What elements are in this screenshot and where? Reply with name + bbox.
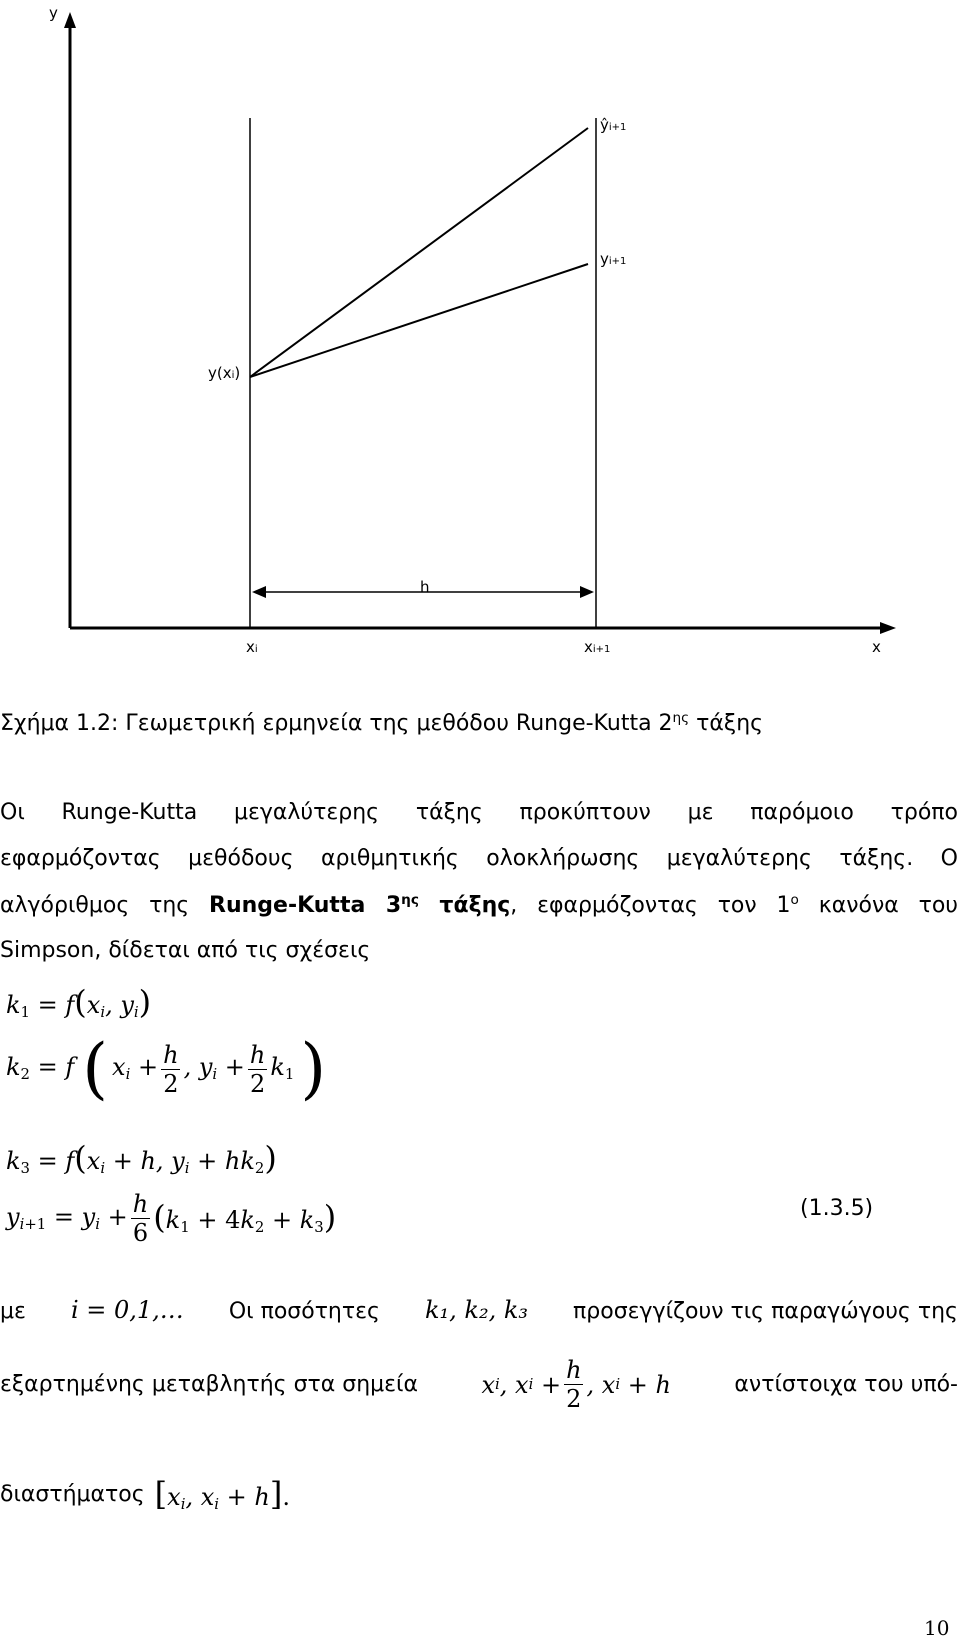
closing-line-1 <box>0 1298 958 1323</box>
yhat-next-label <box>600 116 626 134</box>
xi-text: x <box>246 638 255 656</box>
closing-line-2 <box>0 1358 958 1411</box>
h-label: h <box>420 578 430 596</box>
equation-k3: $k_3 = f(x_i + h$, $y_i + hk_2$) <box>6 1139 277 1178</box>
closing-line-3 <box>0 1475 290 1514</box>
closing-line2-a: εξαρτημένης μεταβλητής στα σημεία <box>0 1371 418 1397</box>
quantities-k: k₁, k₂, k₃ <box>424 1296 528 1324</box>
points-expression: x i , x i + $\frac{h}{2}$ , x i + h <box>481 1356 671 1413</box>
paragraph-line-3 <box>0 894 958 917</box>
paragraph-line-2: εφαρμόζοντας μεθόδους αριθμητικής ολοκλήρωσης μεγαλύτερης τάξης. Ο <box>0 846 958 871</box>
xi-sub: i <box>254 644 258 655</box>
y-next-sub: i+1 <box>608 256 627 267</box>
interval-expression: [$x_i$, $x_i + h$]. <box>154 1475 290 1514</box>
paragraph-line-4: Simpson, δίδεται από τις σχέσεις <box>0 938 371 963</box>
equation-k2: $k_2 = f$ ( $x_i$ + $\frac{h}{2}$ , $y_i$ + $\frac{h}{2}$ $k_1$ ) <box>6 1030 327 1107</box>
closing-text-1: Οι ποσότητες <box>228 1299 380 1324</box>
line3-a: αλγόριθμος της <box>0 893 210 919</box>
xi1-text: x <box>584 638 593 656</box>
xi1-label <box>584 638 610 656</box>
y-next-label <box>600 250 626 268</box>
yhat-slope-line <box>250 128 588 377</box>
equation-y-next: $y_{i+1} = y_i$ + $\frac{h}{6}$ $(k_1 + 4k_2 + k_3)$ <box>6 1190 337 1247</box>
page-number: 10 <box>924 1616 950 1640</box>
runge-kutta-figure <box>0 0 960 680</box>
h-arrow-right <box>580 586 594 598</box>
closing-line2-b: αντίστοιχα του υπό- <box>734 1371 958 1397</box>
y-xi-sub: i <box>231 370 235 381</box>
closing-text-2: προσεγγίζουν τις παραγώγους της <box>573 1299 958 1324</box>
x-axis-label: x <box>872 638 881 656</box>
xi-label <box>246 638 258 656</box>
closing-line3-a: διαστήματος <box>0 1482 145 1508</box>
y-xi-text: y(x <box>208 364 232 382</box>
line3-bold: Runge-Kutta $3^{\eta\varsigma}$ τάξης <box>209 892 511 919</box>
index-sequence: i = 0,1,… <box>70 1296 184 1324</box>
y-next-slope-line <box>250 264 588 377</box>
y-xi-close: ) <box>234 364 241 382</box>
figure-caption <box>0 712 763 735</box>
y-next-text: y <box>600 250 609 268</box>
h-arrow-left <box>252 586 266 598</box>
y-xi-point-label <box>208 364 240 382</box>
xi1-sub: i+1 <box>592 644 611 655</box>
y-axis-label: y <box>49 4 58 22</box>
line3-b: , εφαρμόζοντας τον 1 <box>510 893 791 919</box>
yhat-sub: i+1 <box>608 122 627 133</box>
caption-suffix: τάξης <box>689 711 764 737</box>
equation-k1: $k_1 = f(x_i$, $y_i$) <box>6 983 152 1022</box>
caption-prefix: Σχήμα 1.2: Γεωμετρική ερμηνεία της μεθόδου Runge-Kutta 2 <box>0 711 673 737</box>
line3-c: κανόνα του <box>798 893 959 919</box>
line3-sup: ο <box>790 892 799 908</box>
y-axis-arrow <box>64 12 76 28</box>
yhat-text: ŷ <box>600 116 609 134</box>
equation-number: (1.3.5) <box>800 1196 874 1221</box>
caption-sup: ης <box>672 710 690 726</box>
x-axis-arrow <box>880 622 896 634</box>
paragraph-line-1: Οι Runge-Kutta μεγαλύτερης τάξης προκύπτουν με παρόμοιο τρόπο <box>0 800 958 825</box>
closing-me: με <box>0 1299 26 1324</box>
